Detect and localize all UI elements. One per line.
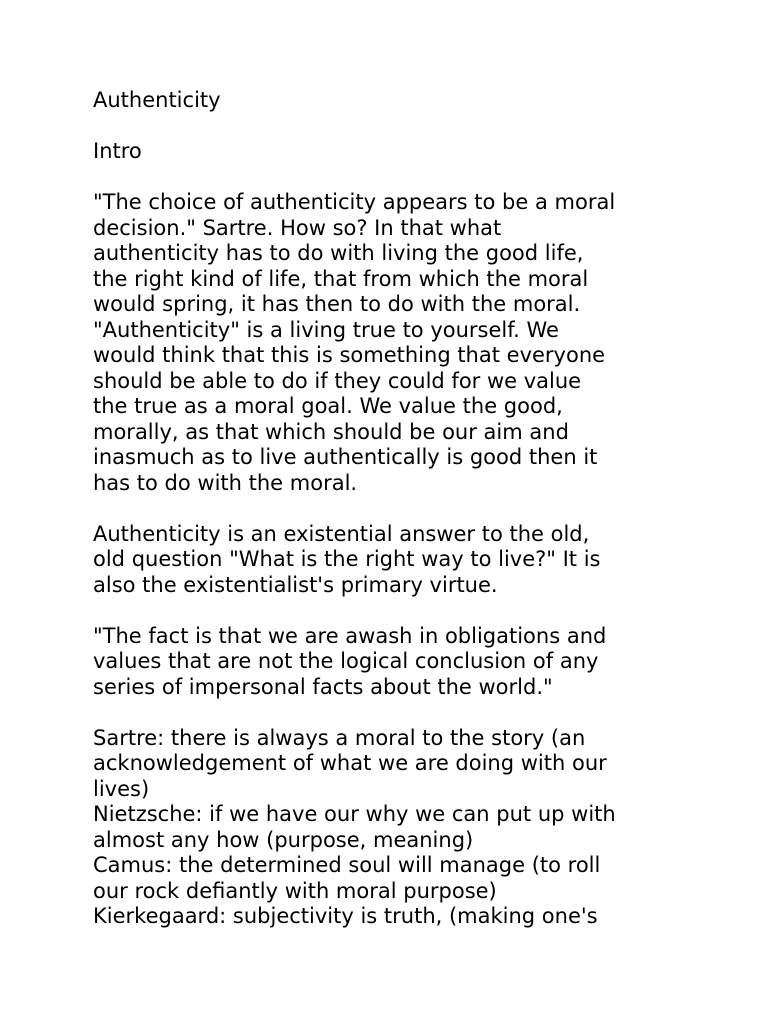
text-line: old question "What is the right way to live?" It is <box>93 547 601 571</box>
text-line: would think that this is something that everyone <box>93 343 606 367</box>
text-line: "Authenticity" is a living true to yourself. We <box>93 317 559 342</box>
text-line: Kierkegaard: subjectivity is truth, (making one's <box>93 904 598 928</box>
paragraph-sartre-quote <box>93 190 688 496</box>
text-line: our rock defiantly with moral purpose) <box>93 878 497 903</box>
paragraph-obligations-quote <box>93 624 688 701</box>
text-line: the right kind of life, that from which the moral <box>93 266 589 291</box>
blank-line <box>93 598 688 624</box>
text-line: the true as a moral goal. We value the good, <box>93 394 563 418</box>
text-line: also the existentialist's primary virtue. <box>93 572 498 597</box>
text-line: acknowledgement of what we are doing with our <box>93 751 607 775</box>
text-line: Camus: the determined soul will manage (to roll <box>93 853 601 877</box>
text-line: authenticity has to do with living the good life, <box>93 241 584 265</box>
text-line: would spring, it has then to do with the moral. <box>93 292 581 316</box>
paragraph-philosophers-list <box>93 726 688 930</box>
blank-line <box>93 114 688 140</box>
text-line: should be able to do if they could for we value <box>93 368 582 393</box>
text-line: values that are not the logical conclusion of any <box>93 649 599 673</box>
section-heading: Intro <box>93 139 142 163</box>
text-line: almost any how (purpose, meaning) <box>93 827 474 852</box>
text-line: morally, as that which should be our aim and <box>93 419 569 444</box>
text-line: Nietzsche: if we have our why we can put up with <box>93 802 616 826</box>
text-line: decision." Sartre. How so? In that what <box>93 215 502 240</box>
text-line: lives) <box>93 776 150 801</box>
blank-line <box>93 700 688 726</box>
paragraph-existential-answer <box>93 522 688 599</box>
blank-line <box>93 496 688 522</box>
blank-line <box>93 165 688 191</box>
text-line: inasmuch as to live authentically is good then it <box>93 445 598 469</box>
text-line: has to do with the moral. <box>93 470 358 495</box>
text-line: "The fact is that we are awash in obligations and <box>93 623 607 648</box>
text-line: Sartre: there is always a moral to the story (an <box>93 725 586 750</box>
text-line: Authenticity is an existential answer to the old, <box>93 521 590 546</box>
text-line: "The choice of authenticity appears to be a moral <box>93 190 616 214</box>
document-title: Authenticity <box>93 88 221 112</box>
text-line: series of impersonal facts about the world." <box>93 674 553 699</box>
